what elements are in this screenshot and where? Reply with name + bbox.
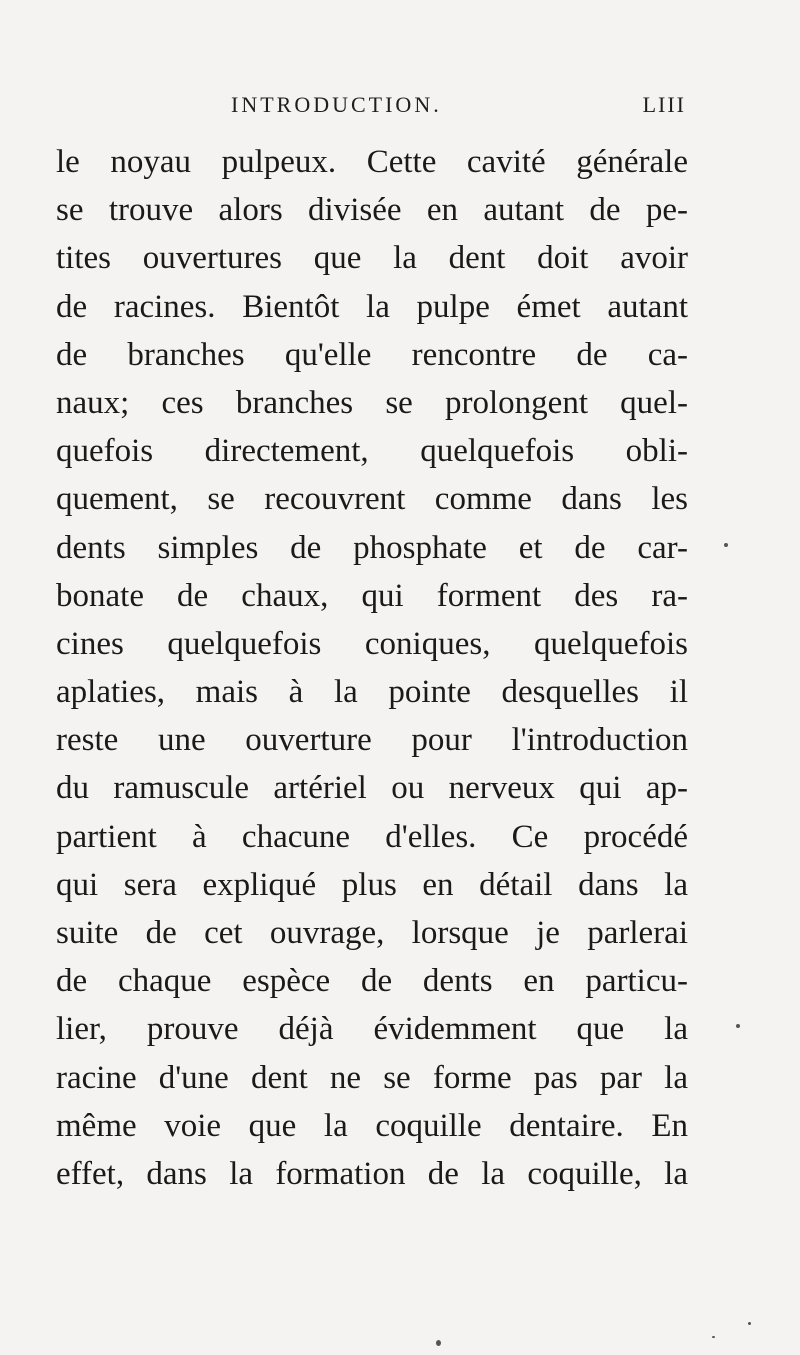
text-line: suite de cet ouvrage, lorsque je parlerai <box>56 915 688 951</box>
text-line: qui sera expliqué plus en détail dans la <box>56 866 688 903</box>
scan-speck <box>724 543 728 547</box>
text-line: reste une ouverture pour l'introduction <box>56 722 688 759</box>
text-line: de branches qu'elle rencontre de ca- <box>56 336 688 373</box>
scan-speck <box>748 1322 751 1325</box>
text-line: tites ouvertures que la dent doit avoir <box>56 240 688 277</box>
text-line: aplaties, mais à la pointe desquelles il <box>56 674 688 711</box>
text-line: naux; ces branches se prolongent quel- <box>56 384 688 421</box>
scan-speck <box>712 1336 715 1338</box>
text-line: se trouve alors divisée en autant de pe- <box>56 192 688 229</box>
scan-speck <box>436 1340 441 1346</box>
text-line: du ramuscule artériel ou nerveux qui ap- <box>56 770 688 807</box>
page-number: LIII <box>642 92 686 117</box>
text-line: cines quelquefois coniques, quelquefois <box>56 625 688 662</box>
text-line: de chaque espèce de dents en particu- <box>56 963 688 1000</box>
text-line: quement, se recouvrent comme dans les <box>56 481 688 518</box>
text-line: partient à chacune d'elles. Ce procédé <box>56 818 688 855</box>
text-line: le noyau pulpeux. Cette cavité générale <box>56 144 688 180</box>
body-text <box>56 138 688 1198</box>
text-line: de racines. Bientôt la pulpe émet autant <box>56 288 688 325</box>
text-line: bonate de chaux, qui forment des ra- <box>56 577 688 614</box>
text-line: dents simples de phosphate et de car- <box>56 529 688 566</box>
running-title: INTRODUCTION. <box>231 92 442 117</box>
running-head <box>56 92 686 122</box>
text-line: quefois directement, quelquefois obli- <box>56 433 688 470</box>
text-line: lier, prouve déjà évidemment que la <box>56 1011 688 1048</box>
text-line: effet, dans la formation de la coquille, la <box>56 1155 688 1192</box>
text-line: même voie que la coquille dentaire. En <box>56 1107 688 1144</box>
text-line: racine d'une dent ne se forme pas par la <box>56 1059 688 1096</box>
scan-speck <box>736 1024 740 1028</box>
